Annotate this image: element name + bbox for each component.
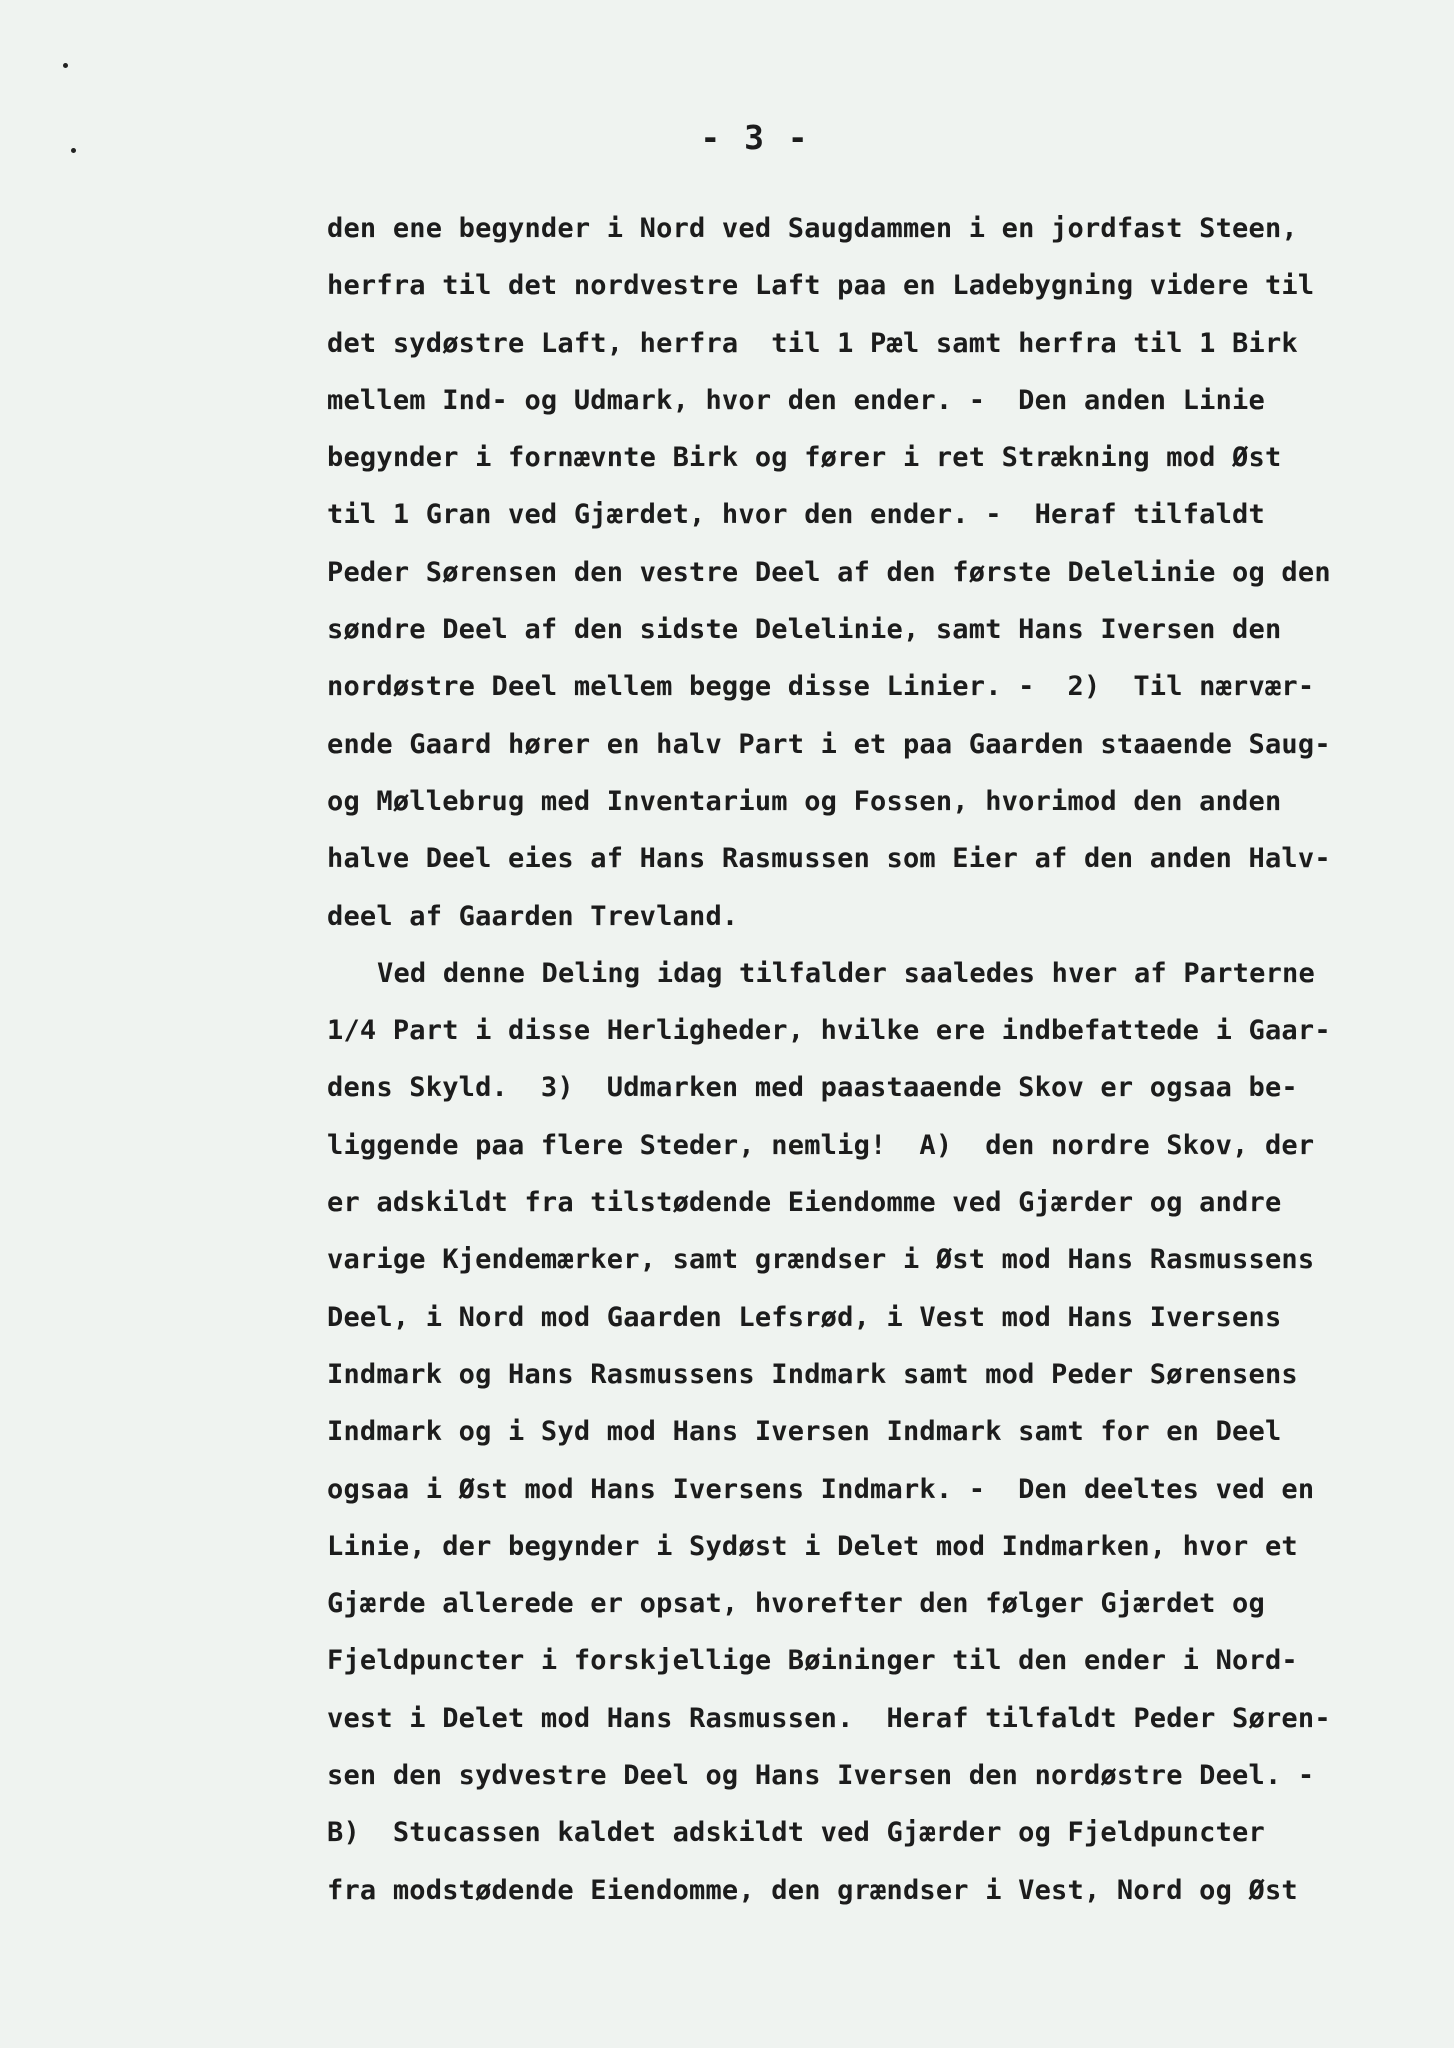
- text-line: mellem Ind- og Udmark, hvor den ender. - Den anden Linie: [327, 384, 1265, 416]
- text-line: den ene begynder i Nord ved Saugdammen i en jordfast Steen,: [327, 213, 1298, 244]
- text-line: ogsaa i Øst mod Hans Iversens Indmark. - Den deeltes ved en: [327, 1473, 1315, 1505]
- text-line: 1/4 Part i disse Herligheder, hvilke ere indbefattede i Gaar-: [327, 1015, 1331, 1047]
- text-line: halve Deel eies af Hans Rasmussen som Eier af den anden Halv-: [327, 843, 1331, 875]
- text-line: søndre Deel af den sidste Delelinie, samt Hans Iversen den: [327, 614, 1282, 646]
- text-line: fra modstødende Eiendomme, den grændser i Vest, Nord og Øst: [327, 1874, 1298, 1906]
- text-line: ende Gaard hører en halv Part i et paa Gaarden staaende Saug-: [327, 728, 1331, 760]
- text-line: Deel, i Nord mod Gaarden Lefsrød, i Vest mod Hans Iversens: [327, 1301, 1282, 1333]
- text-line: Fjeldpuncter i forskjellige Bøininger til den ender i Nord-: [327, 1645, 1298, 1677]
- text-line: Gjærde allerede er opsat, hvorefter den følger Gjærdet og: [327, 1588, 1265, 1620]
- text-line: deel af Gaarden Trevland.: [327, 900, 739, 932]
- text-line: dens Skyld. 3) Udmarken med paastaaende Skov er ogsaa be-: [327, 1072, 1298, 1104]
- text-line: Ved denne Deling idag tilfalder saaledes hver af Parterne: [377, 957, 1315, 989]
- document-body-text: [327, 200, 1407, 1919]
- text-line: liggende paa flere Steder, nemlig! A) den nordre Skov, der: [327, 1129, 1315, 1161]
- text-line: Linie, der begynder i Sydøst i Delet mod Indmarken, hvor et: [327, 1530, 1298, 1562]
- page-number: - 3 -: [700, 118, 810, 157]
- text-line: sen den sydvestre Deel og Hans Iversen den nordøstre Deel. -: [327, 1760, 1315, 1792]
- margin-dot-top: [63, 63, 68, 68]
- text-line: vest i Delet mod Hans Rasmussen. Heraf tilfaldt Peder Søren-: [327, 1702, 1331, 1734]
- text-line: er adskildt fra tilstødende Eiendomme ved Gjærder og andre: [327, 1187, 1282, 1219]
- text-line: varige Kjendemærker, samt grændser i Øst mod Hans Rasmussens: [327, 1244, 1315, 1276]
- text-line: Indmark og i Syd mod Hans Iversen Indmark samt for en Deel: [327, 1416, 1282, 1448]
- text-line: herfra til det nordvestre Laft paa en Ladebygning videre til: [327, 270, 1315, 302]
- text-line: begynder i fornævnte Birk og fører i ret Strækning mod Øst: [327, 442, 1282, 474]
- text-line: Peder Sørensen den vestre Deel af den første Delelinie og den: [327, 556, 1331, 588]
- text-line: Indmark og Hans Rasmussens Indmark samt mod Peder Sørensens: [327, 1358, 1298, 1390]
- text-line: nordøstre Deel mellem begge disse Linier. - 2) Til nærvær-: [327, 671, 1315, 703]
- text-line: til 1 Gran ved Gjærdet, hvor den ender. - Heraf tilfaldt: [327, 499, 1265, 531]
- text-line: og Møllebrug med Inventarium og Fossen, hvorimod den anden: [327, 785, 1282, 817]
- text-line: B) Stucassen kaldet adskildt ved Gjærder og Fjeldpuncter: [327, 1817, 1265, 1849]
- text-line: det sydøstre Laft, herfra til 1 Pæl samt herfra til 1 Birk: [327, 327, 1298, 359]
